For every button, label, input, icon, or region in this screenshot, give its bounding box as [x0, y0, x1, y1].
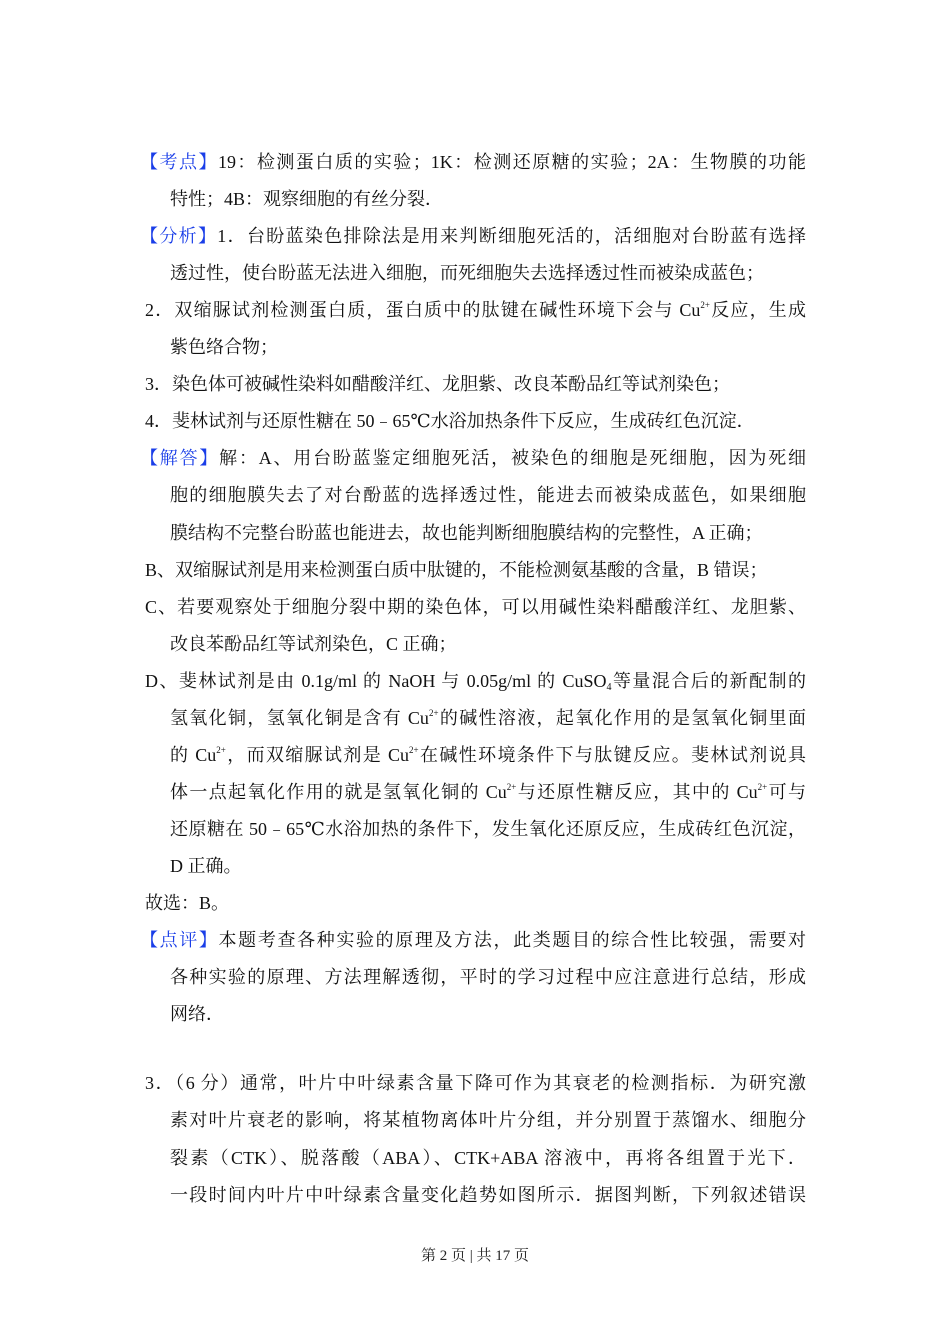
text: 1．台盼蓝染色排除法是用来判断细胞死活的，活细胞对台盼蓝有选择	[217, 226, 806, 247]
text: 3．染色体可被碱性染料如醋酸洋红、龙胆紫、改良苯酚品红等试剂染色；	[145, 374, 730, 395]
fenxi-1-line	[170, 261, 764, 285]
section-tag: 【分析】	[140, 226, 218, 247]
sub-text: 4	[606, 681, 612, 693]
jieda-a-line	[170, 483, 806, 507]
text: C、若要观察处于细胞分裂中期的染色体，可以用碱性染料醋酸洋红、龙胆紫、	[145, 596, 806, 617]
jieda-d-line	[170, 706, 806, 730]
kaodian-line	[170, 187, 443, 211]
text: 特性；4B：观察细胞的有丝分裂．	[170, 189, 444, 210]
text: 本题考查各种实验的原理及方法，此类题目的综合性比较强，需要对	[218, 930, 806, 951]
section-tag: 【考点】	[140, 152, 218, 172]
text: 的 Cu	[170, 744, 217, 765]
text: 的碱性溶液，起氧化作用的是氢氧化铜里面	[438, 707, 806, 728]
page-footer: 第 2 页 | 共 17 页	[420, 1248, 529, 1264]
jieda-a-line	[170, 521, 763, 545]
dianping-line	[140, 928, 806, 952]
text: 膜结构不完整台盼蓝也能进去，故也能判断细胞膜结构的完整性，A 正确；	[170, 522, 763, 543]
text: 4．斐林试剂与还原性糖在 50﹣65℃水浴加热条件下反应，生成砖红色沉淀．	[145, 411, 755, 432]
text: 19：检测蛋白质的实验；1K：检测还原糖的实验；2A：生物膜的功能	[217, 152, 806, 172]
text: 可与	[767, 781, 806, 802]
text: 透过性，使台盼蓝无法进入细胞，而死细胞失去选择透过性而被染成蓝色；	[170, 263, 764, 284]
text: B、双缩脲试剂是用来检测蛋白质中肽键的，不能检测氨基酸的含量，B 错误；	[145, 559, 768, 580]
fenxi-3-line	[145, 372, 730, 396]
jieda-d-line	[170, 780, 806, 804]
question-3-line	[170, 1146, 806, 1170]
text: 还原糖在 50﹣65℃水浴加热的条件下，发生氧化还原反应，生成砖红色沉淀，	[170, 818, 806, 839]
section-tag: 【解答】	[140, 448, 220, 469]
fenxi-1-line	[140, 224, 806, 248]
text: 2．双缩脲试剂检测蛋白质，蛋白质中的肽键在碱性环境下会与 Cu	[145, 300, 701, 321]
jieda-a-line	[140, 446, 806, 470]
jieda-d-line	[170, 743, 806, 767]
question-3-line	[170, 1108, 806, 1132]
text: 等量混合后的新配制的	[611, 670, 806, 691]
jieda-d-line	[170, 817, 806, 841]
text: 胞的细胞膜失去了对台酚蓝的选择透过性，能进去而被染成蓝色，如果细胞	[170, 485, 806, 506]
dianping-line	[170, 965, 806, 989]
fenxi-4-line	[145, 409, 755, 433]
jieda-c-line	[170, 632, 457, 656]
jieda-b-line	[145, 558, 768, 582]
text: 改良苯酚品红等试剂染色，C 正确；	[170, 633, 457, 654]
sup-text: 2+	[216, 744, 226, 755]
text: 网络．	[170, 1004, 224, 1025]
text: ，而双缩脲试剂是 Cu	[225, 744, 410, 765]
jieda-d-line	[170, 854, 242, 878]
text: 体一点起氧化作用的就是氢氧化铜的 Cu	[170, 781, 507, 802]
text: 解：A、用台盼蓝鉴定细胞死活，被染色的细胞是死细胞，因为死细	[219, 448, 807, 469]
sup-text: 2+	[700, 300, 710, 311]
text: 紫色络合物；	[170, 337, 278, 358]
sup-text: 2+	[428, 707, 439, 718]
question-3-line	[145, 1071, 806, 1095]
text: 氢氧化铜，氢氧化铜是含有 Cu	[170, 707, 429, 728]
text: 在碱性环境条件下与肽键反应。斐林试剂说具	[418, 744, 806, 765]
fenxi-2-line	[170, 335, 278, 359]
section-tag: 【点评】	[140, 930, 219, 951]
text: 与还原性糖反应，其中的 Cu	[516, 781, 758, 802]
dianping-line	[170, 1002, 224, 1026]
question-3-line	[170, 1183, 806, 1207]
text: 3．（6 分）通常，叶片中叶绿素含量下降可作为其衰老的检测指标．为研究激	[145, 1073, 806, 1093]
text: 一段时间内叶片中叶绿素含量变化趋势如图所示．据图判断，下列叙述错误	[170, 1184, 806, 1205]
text: 反应，生成	[709, 300, 806, 321]
sup-text: 2+	[409, 744, 419, 755]
sup-text: 2+	[757, 781, 768, 792]
text: 裂素（CTK）、脱落酸（ABA）、CTK+ABA 溶液中，再将各组置于光下．	[170, 1147, 806, 1168]
text: D、斐林试剂是由 0.1g/ml 的 NaOH 与 0.05g/ml 的 CuSO	[145, 670, 607, 691]
text: 素对叶片衰老的影响，将某植物离体叶片分组，并分别置于蒸馏水、细胞分	[170, 1110, 806, 1131]
text: D 正确。	[170, 855, 242, 876]
answer-line	[145, 891, 229, 915]
kaodian-line	[140, 150, 806, 174]
text: 各种实验的原理、方法理解透彻，平时的学习过程中应注意进行总结，形成	[170, 967, 806, 988]
jieda-c-line	[145, 595, 806, 619]
fenxi-2-line	[145, 298, 806, 322]
text: 故选：B。	[145, 893, 230, 913]
jieda-d-line	[145, 669, 806, 693]
sup-text: 2+	[506, 781, 517, 792]
